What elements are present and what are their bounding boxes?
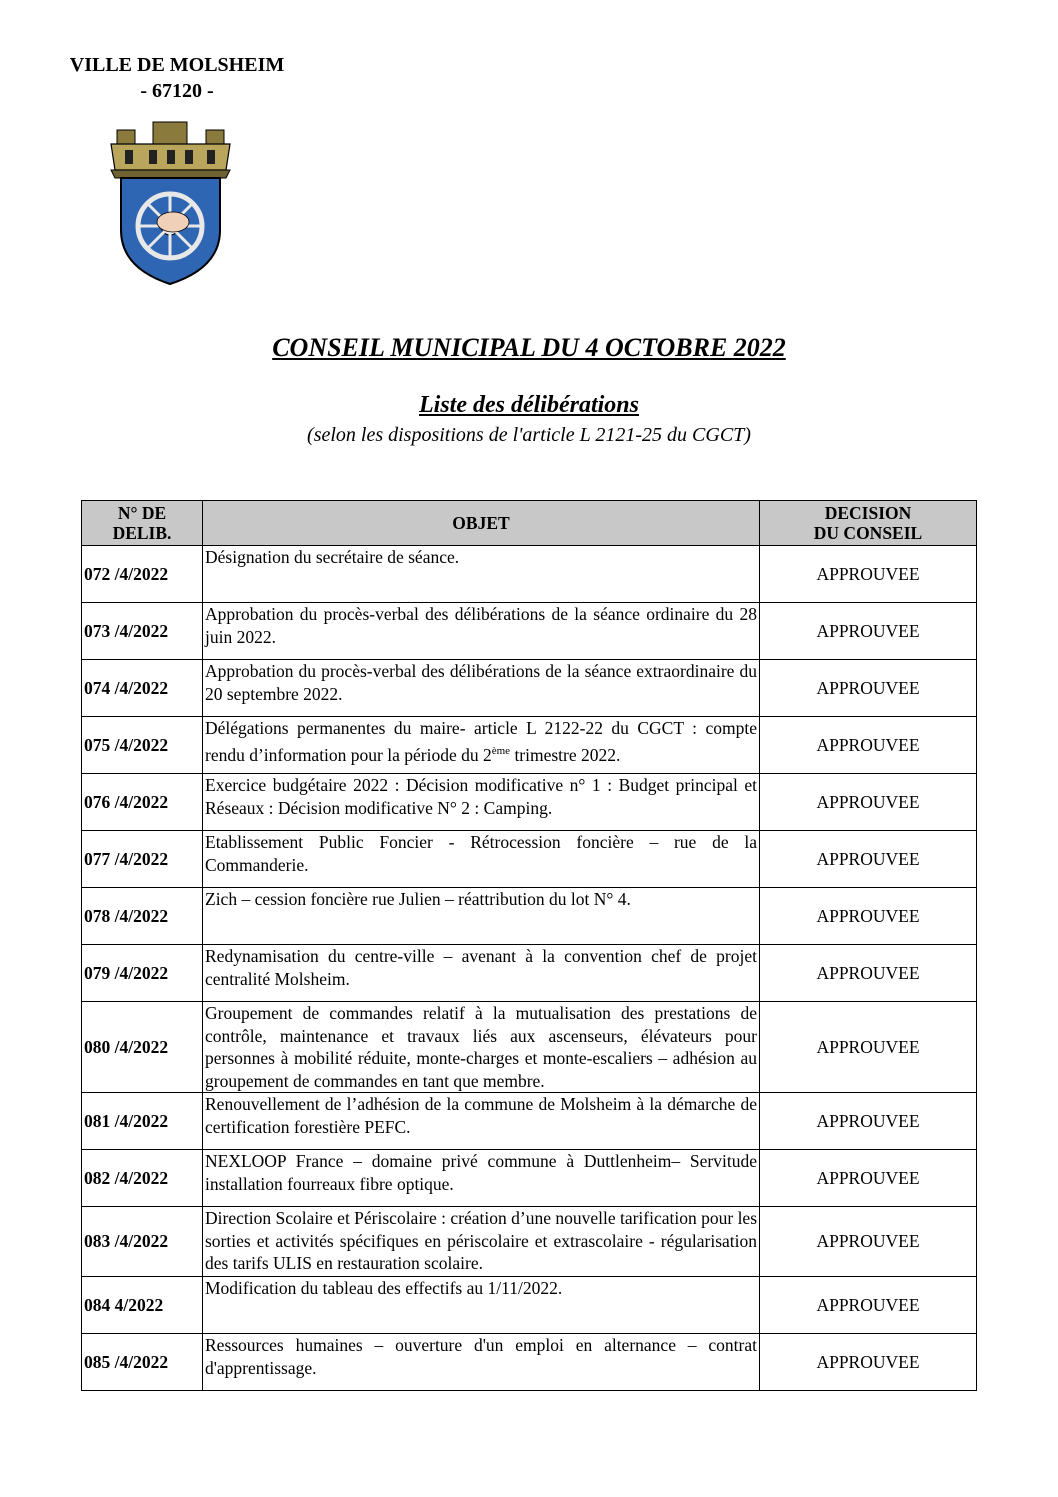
row-num: 075 /4/2022 — [82, 717, 203, 774]
row-decision: APPROUVEE — [760, 660, 977, 717]
row-objet — [203, 717, 760, 774]
table-row — [82, 888, 977, 945]
row-num: 073 /4/2022 — [82, 603, 203, 660]
header-num-line2: DELIB. — [112, 523, 172, 543]
row-num: 081 /4/2022 — [82, 1093, 203, 1150]
row-num: 077 /4/2022 — [82, 831, 203, 888]
row-objet: Ressources humaines – ouverture d'un emploi en alternance – contrat d'apprentissage. — [203, 1334, 760, 1391]
row-objet: Zich – cession foncière rue Julien – réattribution du lot N° 4. — [203, 888, 760, 945]
town-header — [52, 52, 302, 104]
row-objet: Renouvellement de l’adhésion de la commune de Molsheim à la démarche de certification forestière PEFC. — [203, 1093, 760, 1150]
row-objet: Modification du tableau des effectifs au 1/11/2022. — [203, 1277, 760, 1334]
row-objet-text: Délégations permanentes du maire- article L 2122-22 du CGCT : compte rendu d’information pour la période du 2 — [205, 718, 757, 765]
row-objet: Direction Scolaire et Périscolaire : création d’une nouvelle tarification pour les sorties et activités spécifiques en périscolaire et extrascolaire - régularisation des tarifs ULIS en restauration scolaire. — [203, 1207, 760, 1277]
row-objet: Redynamisation du centre-ville – avenant à la convention chef de projet centralité Molsheim. — [203, 945, 760, 1002]
table-row — [82, 1150, 977, 1207]
row-decision: APPROUVEE — [760, 717, 977, 774]
page-subtitle: Liste des délibérations — [419, 392, 639, 418]
row-decision: APPROUVEE — [760, 1150, 977, 1207]
row-objet: Approbation du procès-verbal des délibérations de la séance ordinaire du 28 juin 2022. — [203, 603, 760, 660]
row-num: 076 /4/2022 — [82, 774, 203, 831]
table-row — [82, 774, 977, 831]
table-row — [82, 546, 977, 603]
row-objet-text-end: trimestre 2022. — [510, 744, 621, 765]
row-decision: APPROUVEE — [760, 546, 977, 603]
table-header-row — [82, 501, 977, 546]
postal-code: - 67120 - — [140, 80, 214, 102]
row-objet: Approbation du procès-verbal des délibérations de la séance extraordinaire du 20 septembre 2022. — [203, 660, 760, 717]
row-decision: APPROUVEE — [760, 603, 977, 660]
row-decision: APPROUVEE — [760, 1277, 977, 1334]
row-num: 079 /4/2022 — [82, 945, 203, 1002]
row-num: 080 /4/2022 — [82, 1002, 203, 1093]
row-decision: APPROUVEE — [760, 774, 977, 831]
row-objet: Etablissement Public Foncier - Rétrocession foncière – rue de la Commanderie. — [203, 831, 760, 888]
row-objet: Groupement de commandes relatif à la mutualisation des prestations de contrôle, maintenance et travaux liés aux ascenseurs, élévateurs pour personnes à mobilité réduite, monte-charges et monte-escaliers – adhésion au groupement de commandes en tant que membre. — [203, 1002, 760, 1093]
row-objet: NEXLOOP France – domaine privé commune à Duttlenheim– Servitude installation fourreaux fibre optique. — [203, 1150, 760, 1207]
table-row — [82, 660, 977, 717]
table-row — [82, 1093, 977, 1150]
table-row — [82, 717, 977, 774]
page-title: CONSEIL MUNICIPAL DU 4 OCTOBRE 2022 — [272, 333, 786, 362]
header-decision-line1: DECISION — [824, 503, 912, 523]
header-objet: OBJET — [203, 501, 760, 546]
row-objet: Désignation du secrétaire de séance. — [203, 546, 760, 603]
row-decision: APPROUVEE — [760, 1093, 977, 1150]
row-decision: APPROUVEE — [760, 1334, 977, 1391]
table-row — [82, 945, 977, 1002]
row-decision: APPROUVEE — [760, 888, 977, 945]
deliberations-table — [81, 500, 977, 1391]
row-decision: APPROUVEE — [760, 945, 977, 1002]
table-row — [82, 1277, 977, 1334]
row-decision: APPROUVEE — [760, 831, 977, 888]
header-decision-line2: DU CONSEIL — [813, 523, 923, 543]
row-num: 083 /4/2022 — [82, 1207, 203, 1277]
header-decision — [760, 501, 977, 546]
row-decision: APPROUVEE — [760, 1002, 977, 1093]
row-decision: APPROUVEE — [760, 1207, 977, 1277]
row-num: 072 /4/2022 — [82, 546, 203, 603]
row-num: 085 /4/2022 — [82, 1334, 203, 1391]
town-name: VILLE DE MOLSHEIM — [69, 54, 285, 76]
town-crest-logo — [103, 118, 238, 288]
legal-note: (selon les dispositions de l'article L 2121-25 du CGCT) — [307, 424, 751, 446]
table-row — [82, 1002, 977, 1093]
row-objet: Exercice budgétaire 2022 : Décision modificative n° 1 : Budget principal et Réseaux : Décision modificative N° 2 : Camping. — [203, 774, 760, 831]
ordinal-suffix: ème — [491, 744, 511, 757]
header-num — [82, 501, 203, 546]
header-num-line1: N° DE — [117, 503, 167, 523]
table-row — [82, 1334, 977, 1391]
row-num: 084 4/2022 — [82, 1277, 203, 1334]
table-row — [82, 831, 977, 888]
row-num: 078 /4/2022 — [82, 888, 203, 945]
table-row — [82, 1207, 977, 1277]
row-num: 074 /4/2022 — [82, 660, 203, 717]
table-row — [82, 603, 977, 660]
row-num: 082 /4/2022 — [82, 1150, 203, 1207]
